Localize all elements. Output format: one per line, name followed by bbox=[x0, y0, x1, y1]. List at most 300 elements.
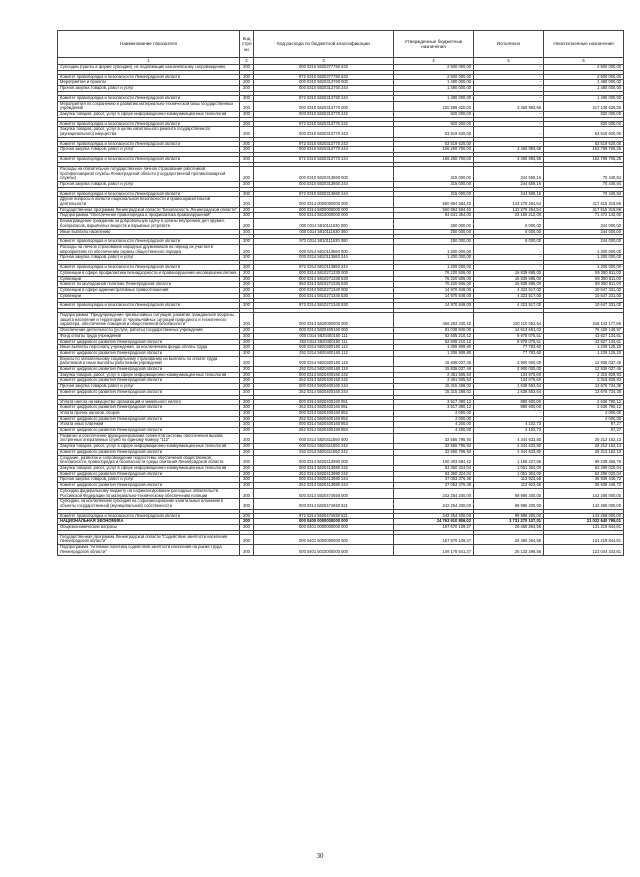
row-approved: 250 000,00 bbox=[394, 239, 474, 245]
row-unexecuted: 53 519 620,00 bbox=[544, 127, 624, 137]
row-executed: 244 559,16 bbox=[474, 166, 544, 181]
row-executed: 4 323 517,00 bbox=[474, 293, 544, 299]
header-approved: Утвержденные бюджетные назначения bbox=[394, 31, 474, 58]
row-executed: 8 978 075,51 bbox=[474, 333, 544, 339]
row-classification: 972 0314 5810113660 244 bbox=[254, 265, 394, 271]
row-kod: 200 bbox=[240, 86, 254, 92]
row-unexecuted: 12 936 037,46 bbox=[544, 356, 624, 366]
table-body bbox=[58, 65, 624, 556]
row-name: Комитет цифрового развития Ленинградской области bbox=[58, 428, 240, 434]
row-kod: 200 bbox=[240, 74, 254, 80]
row-name: Комитет правопорядка и безопасности Ленинградской области bbox=[58, 141, 240, 147]
row-approved: 2 500 000,00 bbox=[394, 74, 474, 80]
table-row bbox=[58, 513, 624, 519]
table-row bbox=[58, 207, 624, 213]
row-unexecuted: 28 212 162,13 bbox=[544, 433, 624, 443]
row-executed: 134 675,60 bbox=[474, 372, 544, 378]
table-row bbox=[58, 127, 624, 137]
row-kod: 200 bbox=[240, 422, 254, 428]
table-row bbox=[58, 313, 624, 328]
row-name: Прочая закупка товаров, работ и услуг bbox=[58, 477, 240, 483]
row-classification: 000 0314 5810111630 360 bbox=[254, 229, 394, 235]
row-kod: 200 bbox=[240, 207, 254, 213]
row-approved: 466 253 230,40 bbox=[394, 313, 474, 328]
row-name: Комитет цифрового развития Ленинградской области bbox=[58, 483, 240, 489]
row-approved: 1 480 000,00 bbox=[394, 95, 474, 101]
row-name: Государственная программа Ленинградской области "Содействие занятости населения Ленинградской области" bbox=[58, 534, 240, 544]
row-unexecuted: 2 316 829,93 bbox=[544, 372, 624, 378]
table-row bbox=[58, 350, 624, 356]
row-classification: 000 0314 5820413980 000 bbox=[254, 455, 394, 465]
row-unexecuted: 2 500 000,00 bbox=[544, 65, 624, 71]
row-executed: 77 783,60 bbox=[474, 345, 544, 351]
row-unexecuted: 53 519 620,00 bbox=[544, 141, 624, 147]
row-name: Субвенции bbox=[58, 293, 240, 299]
row-approved: 14 970 848,00 bbox=[394, 293, 474, 299]
row-kod: 200 bbox=[240, 534, 254, 544]
table-row bbox=[58, 157, 624, 163]
column-number: 3 bbox=[254, 58, 394, 65]
row-kod: 200 bbox=[240, 147, 254, 153]
row-executed: 120 110 052,54 bbox=[474, 313, 544, 328]
row-unexecuted: 62 299 020,04 bbox=[544, 471, 624, 477]
row-kod: 200 bbox=[240, 270, 254, 276]
row-executed: - bbox=[474, 80, 544, 86]
row-kod: 200 bbox=[240, 367, 254, 373]
row-executed: 14 613 691,03 bbox=[474, 328, 544, 334]
row-kod: 200 bbox=[240, 229, 254, 235]
row-classification: 000 0314 5820400160 119 bbox=[254, 356, 394, 366]
row-kod: 200 bbox=[240, 525, 254, 531]
row-name: Обеспечение деятельности (услуги, работы) государственных учреждений bbox=[58, 328, 240, 334]
row-executed: - bbox=[474, 127, 544, 137]
row-executed: 1 051 304,00 bbox=[474, 471, 544, 477]
row-name: Расходы на личное страхование народных дружинников на период их участия в мероприятиях по обеспечению охраны общественного порядка bbox=[58, 244, 240, 254]
row-name: Уплата прочих налогов, сборов bbox=[58, 410, 240, 416]
table-row bbox=[58, 101, 624, 111]
row-approved: 2 000,00 bbox=[394, 416, 474, 422]
row-classification: 000 0310 5820313770 243 bbox=[254, 127, 394, 137]
row-unexecuted: 76 425 148,97 bbox=[544, 328, 624, 334]
row-approved: 4 200,00 bbox=[394, 428, 474, 434]
row-kod: 200 bbox=[240, 191, 254, 197]
table-row bbox=[58, 367, 624, 373]
row-approved: 157 670 109,37 bbox=[394, 525, 474, 531]
row-classification: 000 0314 5810271340 530 bbox=[254, 293, 394, 299]
row-kod: 200 bbox=[240, 287, 254, 293]
row-approved: 76 220 506,00 bbox=[394, 282, 474, 288]
table-row bbox=[58, 219, 624, 229]
row-kod: 200 bbox=[240, 244, 254, 254]
row-unexecuted: 12 936 037,46 bbox=[544, 367, 624, 373]
row-approved: 1 306 908,80 bbox=[394, 345, 474, 351]
row-kod: 200 bbox=[240, 111, 254, 117]
row-executed: 8 978 075,51 bbox=[474, 339, 544, 345]
row-kod: 200 bbox=[240, 477, 254, 483]
row-unexecuted: 1 200 000,00 bbox=[544, 255, 624, 261]
row-classification: 000 0314 5810111630 000 bbox=[254, 219, 394, 229]
row-kod: 200 bbox=[240, 328, 254, 334]
row-classification: 000 0314 5810271330 000 bbox=[254, 270, 394, 276]
row-classification: 000 0310 5820313860 244 bbox=[254, 181, 394, 187]
row-kod: 200 bbox=[240, 466, 254, 472]
row-kod: 200 bbox=[240, 181, 254, 187]
row-kod: 200 bbox=[240, 471, 254, 477]
table-row bbox=[58, 534, 624, 544]
row-kod: 200 bbox=[240, 293, 254, 299]
row-name: Комитет правопорядка и безопасности Ленинградской области bbox=[58, 121, 240, 127]
row-kod: 200 bbox=[240, 455, 254, 465]
table-row bbox=[58, 449, 624, 455]
row-unexecuted: 2 000,00 bbox=[544, 416, 624, 422]
row-classification: 000 0314 5820411550 242 bbox=[254, 444, 394, 450]
row-executed: - bbox=[474, 244, 544, 254]
row-classification: 960 0314 5810271330 530 bbox=[254, 282, 394, 288]
row-classification: 000 0314 5810271340 000 bbox=[254, 287, 394, 293]
row-approved: 220 599 620,00 bbox=[394, 101, 474, 111]
row-classification: 000 0310 5820313860 000 bbox=[254, 166, 394, 181]
row-classification: 972 0310 5820313770 242 bbox=[254, 121, 394, 127]
row-kod: 200 bbox=[240, 519, 254, 525]
header-name: Наименование показателя bbox=[58, 31, 240, 58]
table-row bbox=[58, 399, 624, 405]
row-unexecuted: 142 268 000,00 bbox=[544, 488, 624, 498]
row-approved: 63 350 324,04 bbox=[394, 471, 474, 477]
row-executed: - bbox=[474, 410, 544, 416]
table-row bbox=[58, 378, 624, 384]
row-name: НАЦИОНАЛЬНАЯ ЭКОНОМИКА bbox=[58, 519, 240, 525]
row-approved: 1 200 000,00 bbox=[394, 265, 474, 271]
row-unexecuted: 820 000,00 bbox=[544, 111, 624, 117]
row-name: Закупка товаров, работ, услуг в сфере информационно-коммуникационных технологий bbox=[58, 444, 240, 450]
row-executed: 244 559,16 bbox=[474, 191, 544, 197]
table-row bbox=[58, 483, 624, 489]
table-row bbox=[58, 239, 624, 245]
row-executed: - bbox=[474, 65, 544, 71]
row-classification: 000 0314 0000000000 000 bbox=[254, 197, 394, 207]
row-name: Комитет правопорядка и безопасности Ленинградской области bbox=[58, 303, 240, 309]
table-row bbox=[58, 471, 624, 477]
row-kod: 200 bbox=[240, 265, 254, 271]
row-classification: 000 0310 5820313770 000 bbox=[254, 101, 394, 111]
row-kod: 200 bbox=[240, 410, 254, 416]
column-number: 1 bbox=[58, 58, 240, 65]
row-unexecuted: 131 219 844,81 bbox=[544, 534, 624, 544]
row-executed: 4 102,73 bbox=[474, 422, 544, 428]
row-unexecuted: 13 676 734,38 bbox=[544, 384, 624, 390]
row-name: Подпрограмма "Предупреждение чрезвычайных ситуаций, развитие гражданской обороны, защита населения и территорий от чрезвычайных ситуаций природного и техногенного характера, обеспечение пожарной и общественной безопасности" bbox=[58, 313, 240, 328]
row-unexecuted: 1 480 000,00 bbox=[544, 95, 624, 101]
row-unexecuted: 244 000,00 bbox=[544, 229, 624, 235]
row-unexecuted: 10 647 331,00 bbox=[544, 303, 624, 309]
row-name: Комитет цифрового развития Ленинградской области bbox=[58, 339, 240, 345]
row-kod: 200 bbox=[240, 276, 254, 282]
row-executed: 113 923,66 bbox=[474, 483, 544, 489]
row-classification: 252 0314 5820400160 111 bbox=[254, 339, 394, 345]
row-executed: 143 279 264,54 bbox=[474, 207, 544, 213]
row-classification: 000 0310 5820313760 000 bbox=[254, 80, 394, 86]
row-executed: - bbox=[474, 86, 544, 92]
row-approved: 1 200 000,00 bbox=[394, 244, 474, 254]
row-approved: 14 970 848,00 bbox=[394, 287, 474, 293]
row-executed: 113 923,66 bbox=[474, 477, 544, 483]
header-kod: Код стро ки bbox=[240, 31, 254, 58]
row-name: Расходы на обязательное государственное личное страхование работников противопожарной службы Ленинградской области (государственной противопожарной службы) bbox=[58, 166, 240, 181]
row-name: Прочая закупка товаров, работ и услуг bbox=[58, 86, 240, 92]
row-approved: 820 000,00 bbox=[394, 121, 474, 127]
row-unexecuted: 417 615 319,86 bbox=[544, 197, 624, 207]
row-name: Развитие и обеспечение функционирования сегментов системы обеспечения вызова экстренных оперативных служб по единому номеру "112" bbox=[58, 433, 240, 443]
header-executed: Исполнено bbox=[474, 31, 544, 58]
row-classification: 000 0314 5820400160 244 bbox=[254, 384, 394, 390]
row-kod: 200 bbox=[240, 384, 254, 390]
row-unexecuted: 217 138 626,35 bbox=[544, 101, 624, 111]
row-kod: 200 bbox=[240, 405, 254, 411]
row-kod: 200 bbox=[240, 313, 254, 328]
row-name: Комитет цифрового развития Ленинградской области bbox=[58, 378, 240, 384]
row-executed: 4 344 633,80 bbox=[474, 433, 544, 443]
row-name: Взносы по обязательному социальному страхованию на выплаты по оплате труда работников и иные выплаты работникам учреждений bbox=[58, 356, 240, 366]
row-approved: 76 220 506,00 bbox=[394, 276, 474, 282]
row-executed: - bbox=[474, 121, 544, 127]
row-kod: 200 bbox=[240, 378, 254, 384]
row-approved: 52 605 210,12 bbox=[394, 333, 474, 339]
row-executed: 143 279 264,54 bbox=[474, 197, 544, 207]
row-executed: 6 000,00 bbox=[474, 239, 544, 245]
row-unexecuted: 346 143 177,86 bbox=[544, 313, 624, 328]
row-unexecuted: 1 200 000,00 bbox=[544, 265, 624, 271]
row-approved: 820 000,00 bbox=[394, 111, 474, 117]
row-executed: 99 986 200,00 bbox=[474, 499, 544, 509]
row-kod: 200 bbox=[240, 350, 254, 356]
budget-execution-table bbox=[57, 30, 624, 556]
row-name: Мероприятие и проекты bbox=[58, 80, 240, 86]
row-approved: 94 641 354,00 bbox=[394, 213, 474, 219]
row-kod: 200 bbox=[240, 80, 254, 86]
table-row bbox=[58, 545, 624, 555]
row-executed: - bbox=[474, 255, 544, 261]
row-approved: 1 480 000,00 bbox=[394, 80, 474, 86]
table-row bbox=[58, 191, 624, 197]
row-classification: 000 0310 5820313760 244 bbox=[254, 86, 394, 92]
row-executed: 880 600,00 bbox=[474, 399, 544, 405]
row-name: Субвенции в сфере административных правоотношений bbox=[58, 287, 240, 293]
table-row bbox=[58, 356, 624, 366]
row-executed: 2 900 000,00 bbox=[474, 356, 544, 366]
row-unexecuted: 10 647 331,00 bbox=[544, 287, 624, 293]
row-executed: 6 000,00 bbox=[474, 219, 544, 229]
row-kod: 200 bbox=[240, 95, 254, 101]
row-unexecuted: 1 229 125,20 bbox=[544, 350, 624, 356]
row-name: Субвенции bbox=[58, 276, 240, 282]
row-name: Закупка товаров, работ, услуг в целях капитального ремонта государственного (муниципального) имущества bbox=[58, 127, 240, 137]
row-approved: 14 970 848,00 bbox=[394, 303, 474, 309]
row-unexecuted: 142 268 000,00 bbox=[544, 513, 624, 519]
row-classification: 000 0314 5820413980 244 bbox=[254, 477, 394, 483]
table-row bbox=[58, 466, 624, 472]
row-approved: 157 670 109,37 bbox=[394, 534, 474, 544]
row-classification: 972 0310 5820313770 243 bbox=[254, 141, 394, 147]
row-approved: 3 517 390,12 bbox=[394, 405, 474, 411]
row-classification: 252 0314 5820400160 119 bbox=[254, 367, 394, 373]
row-executed: - bbox=[474, 416, 544, 422]
row-approved: 52 605 210,12 bbox=[394, 339, 474, 345]
row-kod: 200 bbox=[240, 333, 254, 339]
row-approved: 24 763 910 806,02 bbox=[394, 519, 474, 525]
row-kod: 200 bbox=[240, 389, 254, 395]
row-unexecuted: 244 000,00 bbox=[544, 219, 624, 229]
row-approved: 2 451 505,53 bbox=[394, 378, 474, 384]
row-kod: 200 bbox=[240, 239, 254, 245]
row-classification: 000 0314 5800000000 000 bbox=[254, 207, 394, 213]
row-classification: 000 0314 5820474650 000 bbox=[254, 488, 394, 498]
row-approved: 53 519 620,00 bbox=[394, 141, 474, 147]
row-approved: 315 000,00 bbox=[394, 181, 474, 187]
row-unexecuted: 97,27 bbox=[544, 428, 624, 434]
row-executed: 1 051 304,00 bbox=[474, 466, 544, 472]
row-approved: 166 260 700,00 bbox=[394, 157, 474, 163]
row-executed: - bbox=[474, 111, 544, 117]
row-approved: 242 254 200,00 bbox=[394, 499, 474, 509]
row-kod: 200 bbox=[240, 166, 254, 181]
row-classification: 252 0314 5820400160 851 bbox=[254, 405, 394, 411]
row-kod: 200 bbox=[240, 483, 254, 489]
row-kod: 200 bbox=[240, 255, 254, 261]
row-kod: 200 bbox=[240, 339, 254, 345]
row-unexecuted: 59 380 811,00 bbox=[544, 276, 624, 282]
row-executed: 4 102,73 bbox=[474, 428, 544, 434]
row-classification: 000 0314 5820000000 000 bbox=[254, 313, 394, 328]
table-row bbox=[58, 389, 624, 395]
row-approved: 149 176 641,37 bbox=[394, 545, 474, 555]
row-unexecuted: 1 229 125,20 bbox=[544, 345, 624, 351]
row-unexecuted: 2 500 000,00 bbox=[544, 74, 624, 80]
row-kod: 200 bbox=[240, 121, 254, 127]
row-approved: 166 260 700,00 bbox=[394, 147, 474, 153]
row-unexecuted: 820 000,00 bbox=[544, 121, 624, 127]
table-row bbox=[58, 444, 624, 450]
row-name: Комитет цифрового развития Ленинградской области bbox=[58, 416, 240, 422]
row-name: Подпрограмма "Обеспечение правопорядка и профилактика правонарушений" bbox=[58, 213, 240, 219]
row-kod: 200 bbox=[240, 372, 254, 378]
row-classification: 000 0314 5820400160 112 bbox=[254, 345, 394, 351]
row-approved: 91 038 840,00 bbox=[394, 328, 474, 334]
row-unexecuted: 21 032 640 799,01 bbox=[544, 519, 624, 525]
row-unexecuted: 131 219 844,81 bbox=[544, 525, 624, 531]
row-classification: 000 0314 5810113660 000 bbox=[254, 244, 394, 254]
page-number: 30 bbox=[316, 852, 324, 860]
row-classification: 000 0314 5820400160 111 bbox=[254, 333, 394, 339]
row-executed: - bbox=[474, 74, 544, 80]
table-row bbox=[58, 328, 624, 334]
table-row bbox=[58, 499, 624, 509]
row-classification: 000 0310 5820313770 242 bbox=[254, 111, 394, 117]
row-name: Субвенции в сфере профилактики безнадзорности и правонарушений несовершеннолетних bbox=[58, 270, 240, 276]
row-classification: 000 0314 5820411550 000 bbox=[254, 433, 394, 443]
row-classification: 972 0314 5810111630 360 bbox=[254, 239, 394, 245]
row-approved: 2 000,00 bbox=[394, 410, 474, 416]
row-executed: - bbox=[474, 95, 544, 101]
table-row bbox=[58, 287, 624, 293]
row-executed: - bbox=[474, 141, 544, 147]
row-classification: 000 0310 5820313770 244 bbox=[254, 147, 394, 153]
row-name: Субсидии федеральному бюджету на софинансирование расходных обязательств Российской Федерации по материально-техническому обеспечению полиции bbox=[58, 488, 240, 498]
row-approved: 1 306 908,80 bbox=[394, 350, 474, 356]
row-unexecuted: 59 380 811,00 bbox=[544, 282, 624, 288]
row-approved: 53 519 620,00 bbox=[394, 127, 474, 137]
row-approved: 15 836 037,46 bbox=[394, 367, 474, 373]
row-kod: 200 bbox=[240, 197, 254, 207]
row-unexecuted: 2 000,00 bbox=[544, 410, 624, 416]
row-kod: 200 bbox=[240, 444, 254, 450]
row-approved: 63 350 324,04 bbox=[394, 466, 474, 472]
row-executed: 3 731 270 107,01 bbox=[474, 519, 544, 525]
row-approved: 250 000,00 bbox=[394, 219, 474, 229]
column-number-row bbox=[58, 58, 624, 65]
row-unexecuted: 142 268 000,00 bbox=[544, 499, 624, 509]
row-name: Комитет правопорядка и безопасности Ленинградской области bbox=[58, 191, 240, 197]
row-classification: 000 0314 5820400160 851 bbox=[254, 399, 394, 405]
row-approved: 3 517 390,12 bbox=[394, 399, 474, 405]
row-classification: 972 0314 5810271340 530 bbox=[254, 303, 394, 309]
row-executed: 3 460 993,65 bbox=[474, 147, 544, 153]
row-unexecuted: 2 636 790,12 bbox=[544, 405, 624, 411]
row-classification: 000 0314 5820474650 521 bbox=[254, 499, 394, 509]
row-classification: 000 0314 5810113660 244 bbox=[254, 255, 394, 261]
row-approved: 37 053 376,38 bbox=[394, 477, 474, 483]
column-number: 4 bbox=[394, 58, 474, 65]
row-approved: 1 480 000,00 bbox=[394, 86, 474, 92]
row-approved: 32 556 795,93 bbox=[394, 433, 474, 443]
header-unexecuted: Неисполненные назначения bbox=[544, 31, 624, 58]
row-classification: 000 0310 5820377750 633 bbox=[254, 65, 394, 71]
table-row bbox=[58, 455, 624, 465]
table-header-row bbox=[58, 31, 624, 58]
row-classification: 000 0314 5820413980 242 bbox=[254, 466, 394, 472]
row-kod: 200 bbox=[240, 356, 254, 366]
row-kod: 200 bbox=[240, 345, 254, 351]
row-classification: 000 0400 0000000000 000 bbox=[254, 519, 394, 525]
row-executed: - bbox=[474, 265, 544, 271]
row-name: Комитет цифрового развития Ленинградской области bbox=[58, 350, 240, 356]
row-executed: 4 323 517,00 bbox=[474, 303, 544, 309]
table-row bbox=[58, 166, 624, 181]
row-classification: 252 0314 5820400160 244 bbox=[254, 389, 394, 395]
row-executed: 99 986 200,00 bbox=[474, 488, 544, 498]
row-name: Создание, развитие и сопровождение подсистемы обеспечения общественной безопасности, правопорядка и безопасности среды обитания Ленинградской области bbox=[58, 455, 240, 465]
table-row bbox=[58, 303, 624, 309]
row-name: Общеэкономические вопросы bbox=[58, 525, 240, 531]
row-name: Прочая закупка товаров, работ и услуг bbox=[58, 147, 240, 153]
row-executed: 16 839 695,00 bbox=[474, 270, 544, 276]
row-executed: 6 000,00 bbox=[474, 229, 544, 235]
row-executed: 4 344 633,80 bbox=[474, 444, 544, 450]
row-unexecuted: 417 615 319,86 bbox=[544, 207, 624, 213]
table-row bbox=[58, 433, 624, 443]
row-classification: 000 0401 5000000000 000 bbox=[254, 534, 394, 544]
row-kod: 200 bbox=[240, 157, 254, 163]
row-classification: 000 0314 5810000000 000 bbox=[254, 213, 394, 219]
table-row bbox=[58, 405, 624, 411]
row-kod: 200 bbox=[240, 416, 254, 422]
table-row bbox=[58, 339, 624, 345]
row-kod: 200 bbox=[240, 282, 254, 288]
row-classification: 252 0314 5820400160 242 bbox=[254, 378, 394, 384]
row-approved: 242 254 200,00 bbox=[394, 488, 474, 498]
row-unexecuted: 13 676 734,38 bbox=[544, 389, 624, 395]
row-kod: 200 bbox=[240, 65, 254, 71]
row-unexecuted: 36 939 446,72 bbox=[544, 477, 624, 483]
